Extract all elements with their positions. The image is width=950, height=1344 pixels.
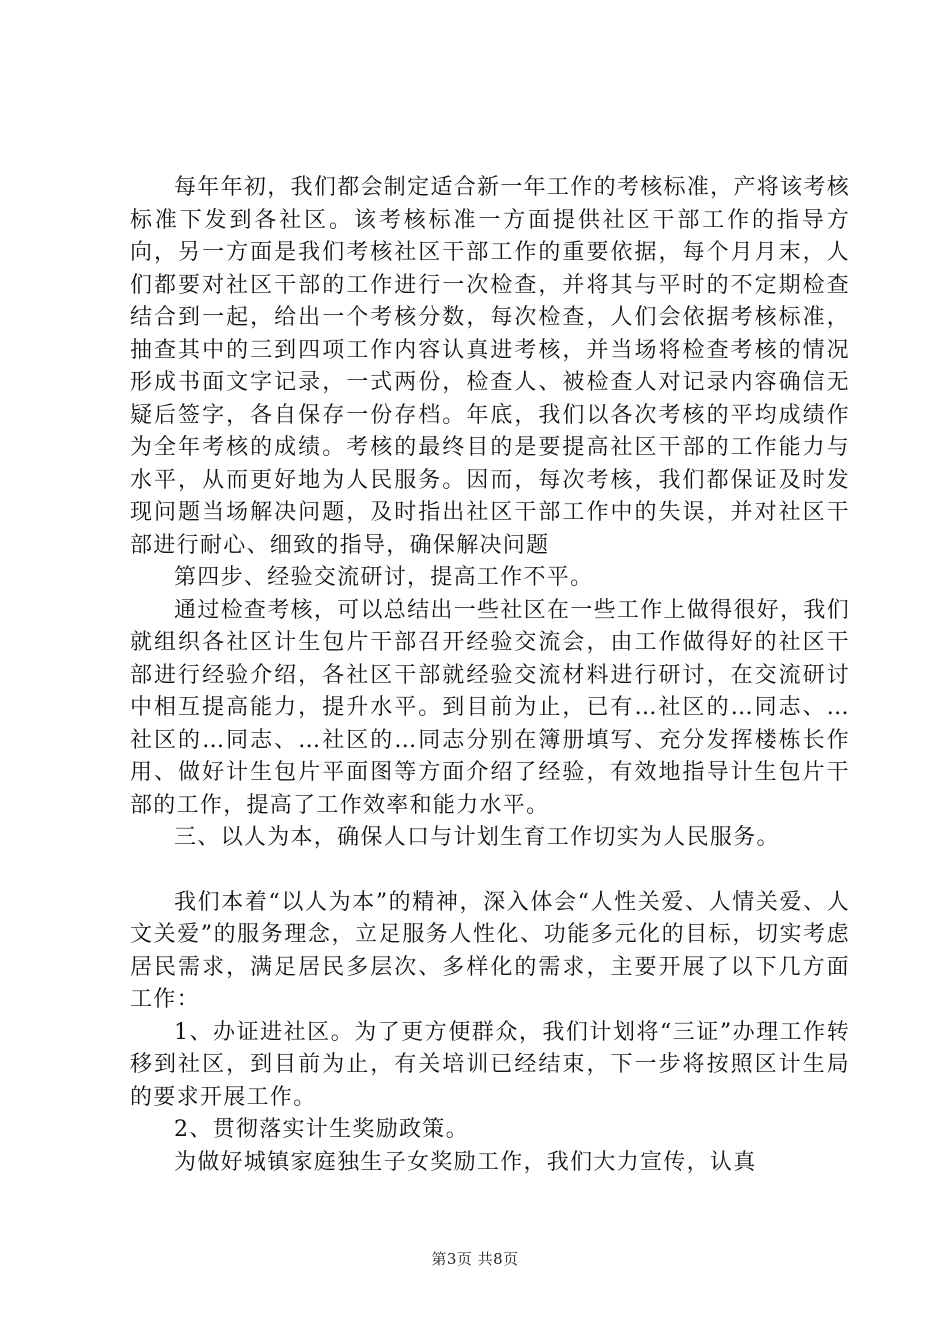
paragraph-item-two-heading: 2、贯彻落实计生奖励政策。 <box>174 1117 469 1142</box>
paragraph-people-oriented: 我们本着“以人为本”的精神，深入体会“人性关爱、人情关爱、人文关爱”的服务理念，立足服务人性化、功能多元化的目标，切实考虑居民需求，满足居民多层次、多样化的需求，主要开展了以下几方面工作： <box>130 889 850 1012</box>
paragraph-reward-work: 为做好城镇家庭独生子女奖励工作，我们大力宣传，认真 <box>174 1149 757 1175</box>
paragraph-assessment-standards: 每年年初，我们都会制定适合新一年工作的考核标准，产将该考核标准下发到各社区。该考核标准一方面提供社区干部工作的指导方向，另一方面是我们考核社区干部工作的重要依据，每个月月末，人们都要对社区干部的工作进行一次检查，并将其与平时的不定期检查结合到一起，给出一个考核分数，每次检查，人们会依据考核标准，抽查其中的三到四项工作内容认真进考核，并当场将检查考核的情况形成书面文字记录，一式两份，检查人、被检查人对记录内容确信无疑后签字，各自保存一份存档。年底，我们以各次考核的平均成绩作为全年考核的成绩。考核的最终目的是要提高社区干部的工作能力与水平，从而更好地为人民服务。因而，每次考核，我们都保证及时发现问题当场解决问题，及时指出社区干部工作中的失误，并对社区干部进行耐心、细致的指导，确保解决问题 <box>130 175 850 558</box>
paragraph-item-one: 1、办证进社区。为了更方便群众，我们计划将“三证”办理工作转移到社区，到目前为止，有关培训已经结束，下一步将按照区计生局的要求开展工作。 <box>130 1019 850 1110</box>
paragraph-experience-exchange: 通过检查考核，可以总结出一些社区在一些工作上做得很好，我们就组织各社区计生包片干部召开经验交流会，由工作做得好的社区干部进行经验介绍，各社区干部就经验交流材料进行研讨，在交流研讨中相互提高能力，提升水平。到目前为止，已有…社区的…同志、…社区的…同志、…社区的…同志分别在簿册填写、充分发挥楼栋长作用、做好计生包片平面图等方面介绍了经验，有效地指导计生包片干部的工作，提高了工作效率和能力水平。 <box>130 597 850 818</box>
paragraph-step-four-heading: 第四步、经验交流研讨，提高工作不平。 <box>174 565 594 590</box>
document-body <box>130 172 850 1179</box>
page-number-footer: 第3页 共8页 <box>431 1250 519 1268</box>
paragraph-section-three-heading: 三、以人为本，确保人口与计划生育工作切实为人民服务。 <box>174 825 780 850</box>
